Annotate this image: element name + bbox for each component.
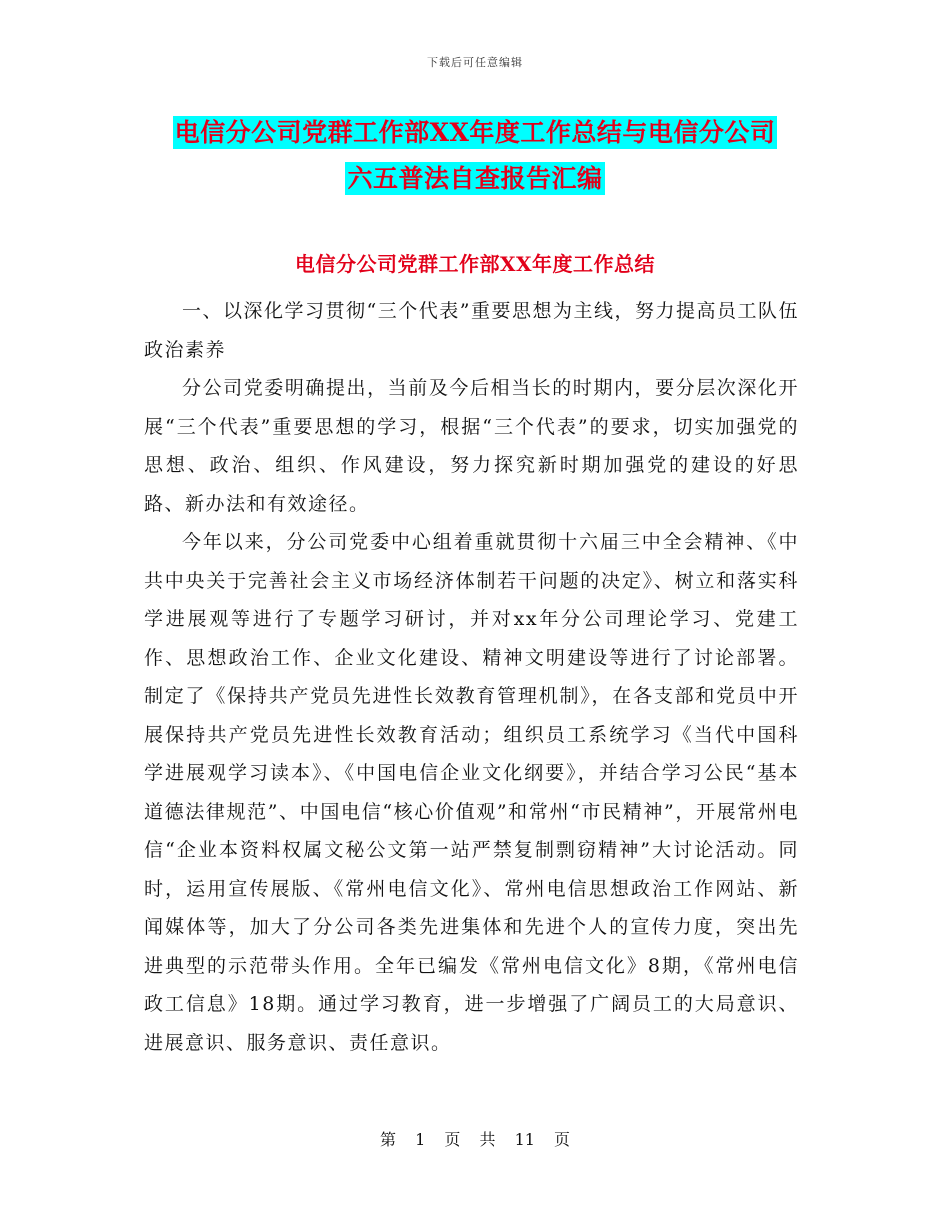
section-title: 电信分公司党群工作部XX年度工作总结	[294, 252, 656, 276]
paragraph: 今年以来，分公司党委中心组着重就贯彻十六届三中全会精神、《中共中央关于完善社会主义市场经济体制若干问题的决定》、树立和落实科学进展观等进行了专题学习研讨，并对xx年分公司理论学习、党建工作、思想政治工作、企业文化建设、精神文明建设等进行了讨论部署。制定了《保持共产党员先进性长效教育管理机制》，在各支部和党员中开展保持共产党员先进性长效教育活动；组织员工系统学习《当代中国科学进展观学习读本》、《中国电信企业文化纲要》，并结合学习公民“基本道德法律规范”、中国电信“核心价值观”和常州“市民精神”，开展常州电信“企业本资料权属文秘公文第一站严禁复制剽窃精神”大讨论活动。同时，运用宣传展版、《常州电信文化》、常州电信思想政治工作网站、新闻媒体等，加大了分公司各类先进集体和先进个人的宣传力度，突出先进典型的示范带头作用。全年已编发《常州电信文化》8期，《常州电信政工信息》18期。通过学习教育，进一步增强了广阔员工的大局意识、进展意识、服务意识、责任意识。	[144, 531, 799, 1054]
document-title-line-2: 六五普法自查报告汇编	[347, 164, 603, 193]
paragraph: 分公司党委明确提出，当前及今后相当长的时期内，要分层次深化开展“三个代表”重要思想的学习，根据“三个代表”的要求，切实加强党的思想、政治、组织、作风建设，努力探究新时期加强党的建设的好思路、新办法和有效途径。	[144, 377, 799, 515]
document-title	[0, 110, 950, 202]
document-title-line-1: 电信分公司党群工作部XX年度工作总结与电信分公司	[174, 118, 776, 147]
paragraph-heading: 一、以深化学习贯彻“三个代表”重要思想为主线，努力提高员工队伍政治素养	[144, 300, 799, 361]
footer-page-word: 页	[444, 1130, 461, 1149]
total-page-count: 11	[514, 1130, 535, 1149]
current-page-number: 1	[415, 1130, 426, 1149]
header-note: 下载后可任意编辑	[427, 56, 523, 69]
footer-prefix: 第	[379, 1130, 396, 1149]
footer-suffix: 页	[554, 1130, 571, 1149]
body-text	[144, 292, 799, 1062]
footer-total-prefix: 共	[479, 1130, 496, 1149]
page-footer	[0, 1127, 950, 1150]
